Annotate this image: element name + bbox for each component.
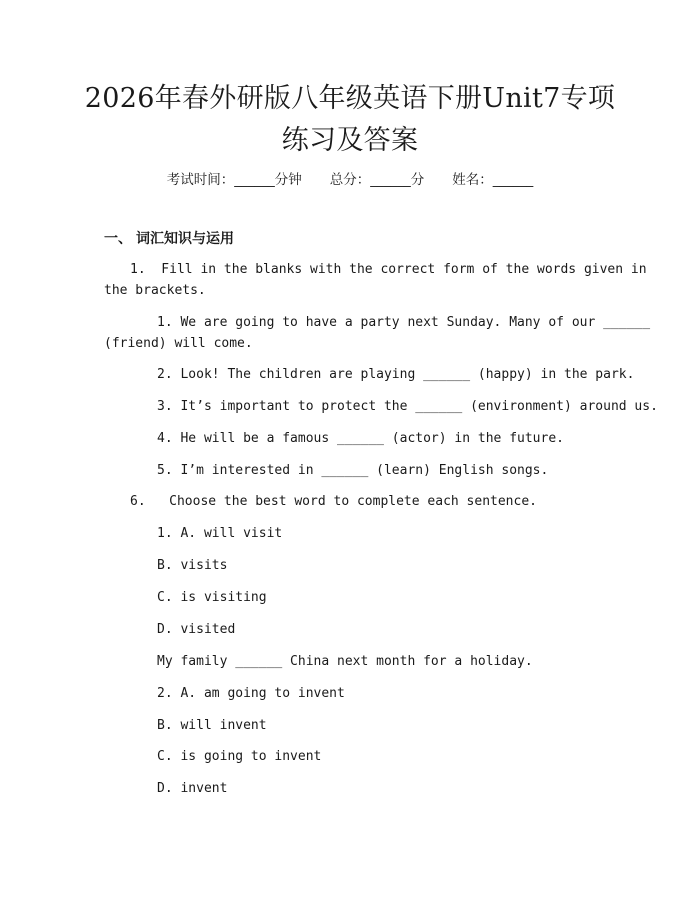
exam-score-label: 总分：______分 (329, 172, 425, 188)
q1-intro-line-2: the brackets. (104, 283, 206, 298)
title-line-1: 2026年春外研版八年级英语下册Unit7专项 (84, 83, 616, 114)
q1-item-1-line-1: 1. We are going to have a party next Sunday. Many of our ______ (157, 315, 651, 330)
exam-name-label: 姓名：______ (452, 172, 534, 188)
section-number: 一、 (104, 231, 132, 247)
q1-item-4: 4. He will be a famous ______ (actor) in the future. (157, 431, 564, 446)
q1-item-5: 5. I’m interested in ______ (learn) English songs. (157, 463, 549, 478)
q6-group2-option-a: 2. A. am going to invent (157, 686, 345, 701)
q6-group1-option-c: C. is visiting (157, 590, 267, 605)
q6-group1-option-a: 1. A. will visit (157, 526, 283, 541)
q6-group1-option-d: D. visited (157, 622, 236, 637)
q1-intro-line-1: 1. Fill in the blanks with the correct form of the words given in (130, 262, 647, 277)
section-title: 词汇知识与运用 (136, 231, 234, 247)
exam-info (0, 168, 700, 188)
title-line-2: 练习及答案 (281, 125, 419, 156)
q1-item-3: 3. It’s important to protect the ______ (environment) around us. (157, 399, 658, 414)
exam-time-label: 考试时间：______分钟 (166, 172, 302, 188)
document-title (60, 78, 640, 162)
q1-item-2: 2. Look! The children are playing ______ (happy) in the park. (157, 367, 635, 382)
section-heading (104, 228, 234, 248)
q6-group1-option-b: B. visits (157, 558, 228, 573)
q6-group2-option-c: C. is going to invent (157, 749, 322, 764)
q6-group2-option-d: D. invent (157, 781, 228, 796)
q6-intro: 6. Choose the best word to complete each sentence. (130, 494, 537, 509)
q6-group1-sentence: My family ______ China next month for a holiday. (157, 654, 533, 669)
q1-item-1-line-2: (friend) will come. (104, 336, 253, 351)
q6-group2-option-b: B. will invent (157, 718, 267, 733)
